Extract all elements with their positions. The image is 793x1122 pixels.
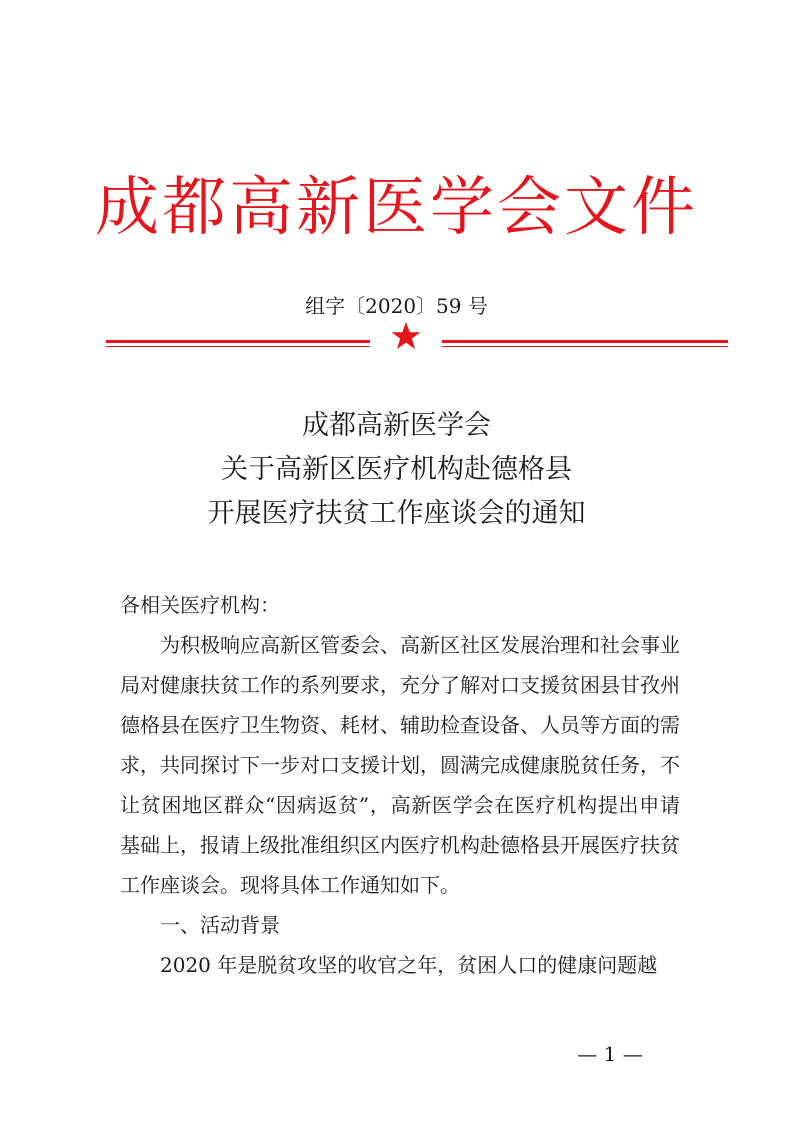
issuer-masthead: 成都高新医学会文件 [95, 171, 698, 245]
salutation: 各相关医疗机构： [120, 593, 280, 617]
red-separator-left [106, 340, 370, 348]
red-star-icon [390, 320, 422, 352]
body-paragraph-1: 为积极响应高新区管委会、高新区社区发展治理和社会事业局对健康扶贫工作的系列要求，充分了解对口支援贫困县甘孜州德格县在医疗卫生物资、耗材、辅助检查设备、人员等方面的需求，共同探讨下一步对口支援计划，圆满完成健康脱贫任务，不让贫困地区群众“因病返贫”，高新医学会在医疗机构提出申请基础上，报请上级批准组织区内医疗机构赴德格县开展医疗扶贫工作座谈会。现将具体工作通知如下。 [120, 633, 680, 897]
title-line-3: 开展医疗扶贫工作座谈会的通知 [207, 498, 586, 529]
title-line-2: 关于高新区医疗机构赴德格县 [221, 454, 572, 485]
document-number: 组字〔2020〕59 号 [305, 294, 488, 318]
notice-body [120, 585, 680, 985]
page-number: — 1 — [577, 1042, 643, 1066]
body-paragraph-2: 2020 年是脱贫攻坚的收官之年，贫困人口的健康问题越 [160, 953, 658, 977]
red-separator-right [442, 340, 728, 348]
section-heading-background: 一、活动背景 [160, 913, 280, 937]
notice-title [0, 404, 793, 536]
title-line-1: 成都高新医学会 [302, 410, 491, 441]
